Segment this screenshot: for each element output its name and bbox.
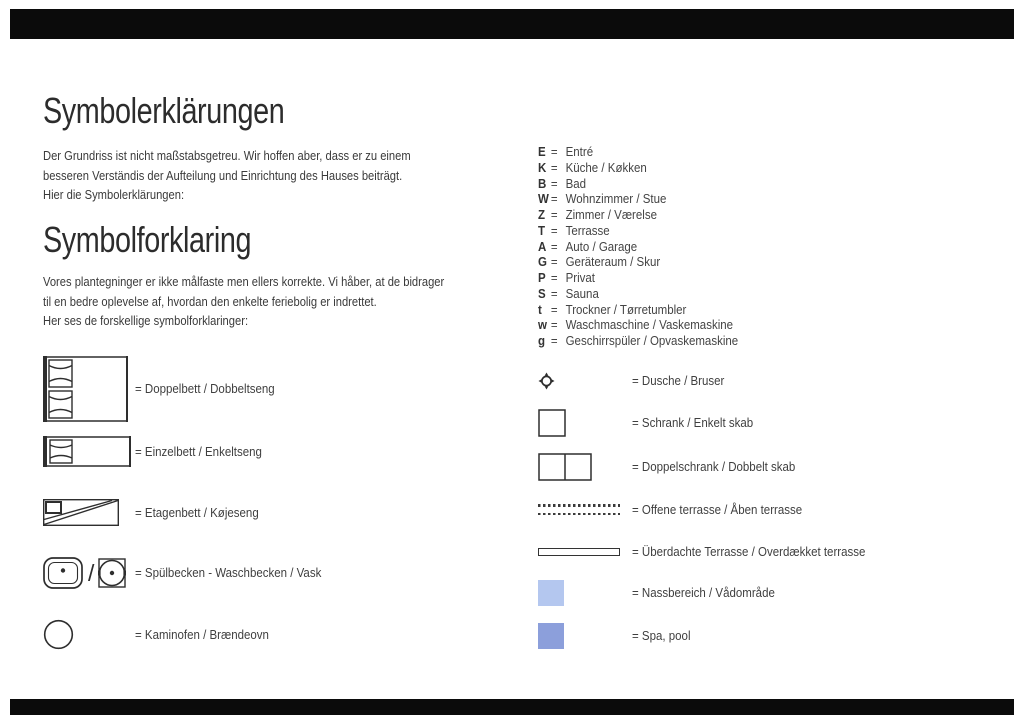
- covered-terrace-icon: [538, 548, 620, 556]
- room-code-label: Wohnzimmer / Stue: [565, 192, 667, 207]
- equals-sign: =: [550, 145, 558, 159]
- equals-sign: =: [550, 192, 558, 207]
- equals-sign: =: [550, 176, 558, 191]
- room-code-label: Waschmaschine / Vaskemaskine: [565, 318, 734, 333]
- room-code-letter: A: [538, 239, 547, 254]
- room-code-label: Auto / Garage: [565, 239, 638, 254]
- intro-german-line: besseren Verständis der Aufteilung und Einrichtung des Hauses beiträgt.: [43, 167, 403, 183]
- legend-row-covered-terrace: [538, 547, 886, 557]
- room-code-row: [538, 145, 738, 161]
- room-code-label: Trockner / Tørretumbler: [565, 302, 687, 317]
- intro-german-line: Hier die Symbolerklärungen:: [43, 187, 185, 202]
- equals-sign: =: [550, 160, 558, 175]
- equals-sign: =: [550, 271, 558, 285]
- room-code-label: Geräteraum / Skur: [565, 255, 661, 270]
- legend-label: = Doppelbett / Dobbeltseng: [135, 382, 275, 396]
- legend-row-single-bed: [43, 435, 273, 468]
- legend-row-sink: [43, 553, 338, 593]
- legend-row-shower: [538, 372, 732, 390]
- room-code-label: Terrasse: [565, 223, 610, 238]
- room-code-label: Bad: [565, 176, 587, 191]
- room-code-label: Sauna: [565, 286, 599, 301]
- open-terrace-icon: [538, 504, 620, 514]
- room-code-label: Zimmer / Værelse: [565, 208, 657, 222]
- intro-german: [43, 146, 411, 205]
- top-divider-bar: [10, 9, 1014, 39]
- legend-row-wet-area: [538, 580, 787, 606]
- shower-icon: [538, 372, 632, 390]
- legend-label: = Spülbecken - Waschbecken / Vask: [135, 566, 322, 580]
- room-code-row: [538, 255, 738, 271]
- room-code-row: [538, 240, 738, 256]
- room-code-letter: S: [538, 286, 546, 301]
- title-german: Symbolerklärungen: [43, 90, 285, 131]
- room-code-row: [538, 224, 738, 240]
- bunk-bed-icon: [43, 499, 135, 526]
- legend-label: = Einzelbett / Enkeltseng: [135, 444, 262, 459]
- room-code-row: [538, 208, 738, 224]
- legend-label: = Überdachte Terrasse / Overdækket terrasse: [632, 545, 866, 559]
- room-code-letter: t: [538, 302, 542, 317]
- wardrobe-icon: [538, 409, 632, 437]
- room-code-label: Privat: [565, 271, 595, 285]
- legend-label: = Dusche / Bruser: [632, 374, 725, 388]
- room-code-row: [538, 334, 738, 350]
- wood-stove-icon: [43, 619, 135, 650]
- intro-danish-line: til en bedre oplevelse af, hvordan den enkelte feriebolig er indrettet.: [43, 293, 377, 309]
- room-code-label: Entré: [565, 145, 594, 159]
- legend-label: = Offene terrasse / Åben terrasse: [632, 502, 803, 517]
- double-wardrobe-icon: [538, 453, 632, 481]
- legend-label: = Schrank / Enkelt skab: [632, 416, 754, 430]
- equals-sign: =: [550, 318, 558, 333]
- equals-sign: =: [550, 239, 558, 254]
- legend-row-double-bed: [43, 356, 287, 422]
- legend-row-open-terrace: [538, 503, 817, 516]
- room-code-row: [538, 303, 738, 319]
- room-code-row: [538, 271, 738, 287]
- room-code-letter: P: [538, 271, 546, 285]
- legend-row-stove: [43, 619, 281, 650]
- room-code-label: Geschirrspüler / Opvaskemaskine: [565, 334, 739, 348]
- equals-sign: =: [550, 286, 558, 301]
- legend-row-spa-pool: [538, 623, 696, 649]
- room-code-row: [538, 161, 738, 177]
- room-code-letter: g: [538, 334, 546, 348]
- single-bed-icon: [43, 436, 135, 467]
- kitchen-sink-icon: [43, 557, 83, 589]
- intro-danish: [43, 272, 444, 331]
- legend-label: = Etagenbett / Køjeseng: [135, 505, 259, 520]
- legend-label: = Nassbereich / Vådområde: [632, 586, 775, 600]
- equals-sign: =: [550, 208, 558, 222]
- room-code-letter: E: [538, 145, 546, 159]
- legend-label: = Spa, pool: [632, 629, 691, 643]
- equals-sign: =: [550, 255, 558, 270]
- room-code-row: [538, 192, 738, 208]
- title-danish: Symbolforklaring: [43, 219, 252, 260]
- room-code-row: [538, 287, 738, 303]
- room-code-letter: B: [538, 176, 547, 191]
- room-code-row: [538, 177, 738, 193]
- room-code-letter: T: [538, 223, 546, 238]
- slash-separator: /: [88, 559, 95, 586]
- spa-pool-swatch: [538, 623, 564, 649]
- intro-german-line: Der Grundriss ist nicht maßstabsgetreu. Wir hoffen aber, dass er zu einem: [43, 148, 411, 163]
- room-code-letter: K: [538, 160, 547, 175]
- legend-label: = Kaminofen / Brændeovn: [135, 627, 269, 642]
- room-code-letter: Z: [538, 208, 546, 222]
- intro-danish-line: Vores plantegninger er ikke målfaste men ellers korrekte. Vi håber, at de bidrager: [43, 274, 445, 289]
- intro-danish-line: Her ses de forskellige symbolforklaringer:: [43, 313, 249, 328]
- equals-sign: =: [550, 302, 558, 317]
- room-code-letter: G: [538, 255, 547, 270]
- room-code-label: Küche / Køkken: [565, 160, 647, 175]
- room-codes-list: [538, 145, 738, 350]
- room-code-letter: w: [538, 318, 547, 333]
- room-code-row: [538, 318, 738, 334]
- wet-area-swatch: [538, 580, 564, 606]
- bottom-divider-bar: [10, 699, 1014, 715]
- legend-row-bunk-bed: [43, 499, 269, 526]
- legend-row-double-wardrobe: [538, 453, 810, 481]
- wash-basin-icon: [98, 556, 126, 590]
- double-bed-icon: [43, 356, 135, 422]
- legend-row-wardrobe: [538, 409, 764, 437]
- legend-label: = Doppelschrank / Dobbelt skab: [632, 460, 796, 474]
- equals-sign: =: [550, 334, 558, 348]
- room-code-letter: W: [538, 192, 549, 207]
- equals-sign: =: [550, 223, 558, 238]
